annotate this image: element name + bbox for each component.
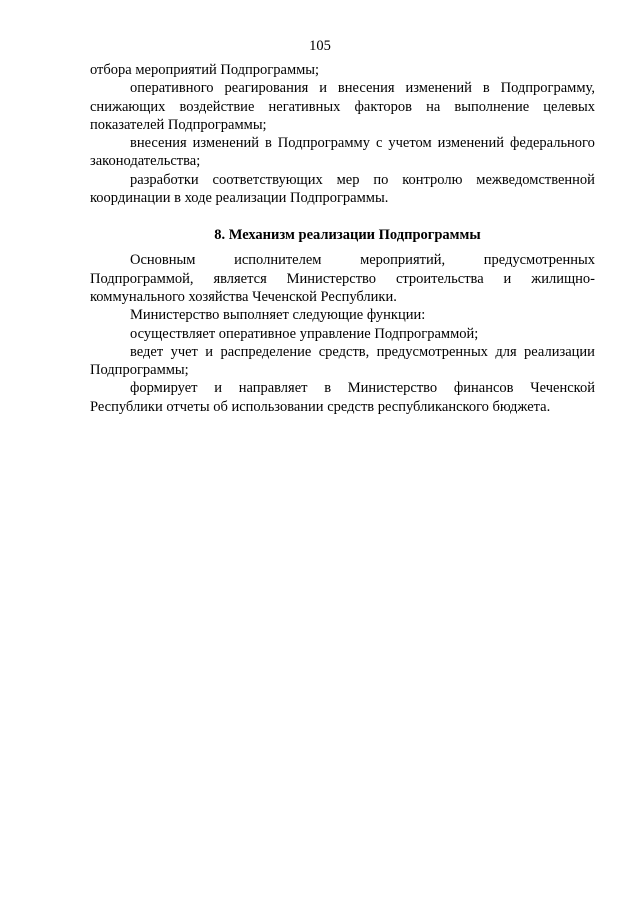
word: внесения <box>337 80 395 97</box>
text-line <box>90 134 595 152</box>
word: исполнителем <box>234 252 322 269</box>
word: учетом <box>388 135 432 152</box>
word: средств, <box>318 343 370 360</box>
word: является <box>213 270 267 287</box>
word: Подпрограммой, <box>90 270 194 287</box>
word: разработки <box>130 171 199 188</box>
paragraph-control-measures <box>90 171 595 208</box>
word: жилищно- <box>531 270 595 287</box>
word: изменений <box>437 135 504 152</box>
text-line: Подпрограммы; <box>90 362 189 379</box>
word: в <box>264 135 272 152</box>
word: Министерство <box>347 380 438 397</box>
word: выполнение <box>454 98 530 115</box>
word: по <box>373 171 389 188</box>
text-line: Министерство выполняет следующие функции: <box>130 307 426 324</box>
text-line: координации в ходе реализации Подпрограммы. <box>90 190 389 207</box>
word: негативных <box>268 98 341 115</box>
text-line-content <box>130 79 595 97</box>
paragraph-operative-response <box>90 79 595 134</box>
word: контролю <box>402 171 463 188</box>
word: изменений <box>405 80 472 97</box>
word: соответствующих <box>212 171 323 188</box>
paragraph-main-executor <box>90 251 595 306</box>
section-heading: 8. Механизм реализации Подпрограммы <box>214 227 481 244</box>
word: Подпрограмму <box>277 135 370 152</box>
text-line <box>90 251 595 269</box>
word: Основным <box>130 252 196 269</box>
paragraph-continuation <box>90 61 595 79</box>
text-line <box>90 79 595 97</box>
paragraph-ministry-functions <box>90 306 595 324</box>
word: формирует <box>130 380 198 397</box>
text-line: показателей Подпрограммы; <box>90 116 267 133</box>
page-number: 105 <box>309 38 331 54</box>
word: ведет <box>130 343 164 360</box>
text-line <box>90 98 595 116</box>
word: строительства <box>395 270 484 287</box>
word: и <box>319 80 327 97</box>
text-line <box>90 343 595 361</box>
document-body <box>90 61 595 416</box>
word: с <box>375 135 383 152</box>
word: федерального <box>509 135 595 152</box>
word: в <box>324 380 332 397</box>
word: на <box>426 98 441 115</box>
word: финансов <box>453 380 514 397</box>
word: межведомственной <box>476 171 595 188</box>
word: мер <box>336 171 360 188</box>
word: предусмотренных <box>376 343 488 360</box>
word: в <box>482 80 490 97</box>
text-line: законодательства; <box>90 153 201 170</box>
word: и <box>205 343 214 360</box>
text-line: Республики отчеты об использовании средств республиканского бюджета. <box>90 398 551 415</box>
text-line: коммунального хозяйства Чеченской Республики. <box>90 288 397 305</box>
paragraph-operational-management <box>90 325 595 343</box>
word: реагирования <box>224 80 309 97</box>
paragraph-accounting <box>90 343 595 380</box>
word: и <box>503 270 512 287</box>
word: для <box>495 343 517 360</box>
word: снижающих <box>90 98 166 115</box>
word: реализации <box>524 343 595 360</box>
paragraph-legislation-changes <box>90 134 595 171</box>
word: факторов <box>354 98 412 115</box>
word: оперативного <box>130 80 214 97</box>
text-line: отбора мероприятий Подпрограммы; <box>90 62 320 78</box>
word: изменений <box>192 135 259 152</box>
word: мероприятий, <box>360 252 446 269</box>
word: Чеченской <box>530 380 595 397</box>
paragraph-reports <box>90 379 595 416</box>
word: внесения <box>130 135 187 152</box>
word: Министерство <box>286 270 377 287</box>
word: Подпрограмму, <box>500 80 595 97</box>
word: предусмотренных <box>483 252 595 269</box>
word: и <box>214 380 222 397</box>
word: распределение <box>220 343 312 360</box>
word: учет <box>170 343 198 360</box>
text-line <box>90 270 595 288</box>
word: направляет <box>238 380 308 397</box>
text-line <box>90 379 595 397</box>
text-line <box>90 171 595 189</box>
word: целевых <box>543 98 595 115</box>
text-line: осуществляет оперативное управление Подпрограммой; <box>130 325 479 342</box>
word: воздействие <box>179 98 255 115</box>
